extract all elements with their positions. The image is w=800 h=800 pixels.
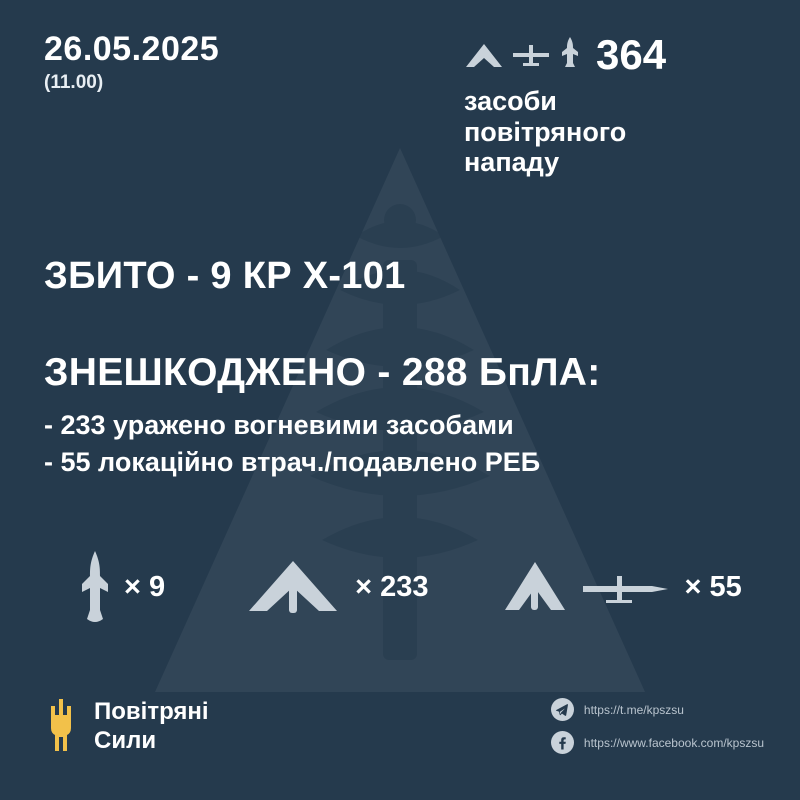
- header: [44, 32, 764, 212]
- drone-delta-icon: [511, 43, 553, 74]
- tally-count-recon: × 55: [684, 571, 742, 603]
- tally-item-missiles: [80, 551, 165, 625]
- brand-name-line2: Сили: [94, 727, 157, 755]
- cruise-missile-icon: [560, 37, 580, 74]
- brand-name: [94, 698, 209, 756]
- total-icons-group: [464, 37, 580, 74]
- drone-shahed-icon: [464, 43, 504, 74]
- detail-line-1: - 233 уражено вогневими засобами: [44, 409, 514, 440]
- total-label-line1: засоби: [464, 86, 557, 116]
- drone-shahed-icon: [245, 559, 341, 617]
- tally-item-recon: [501, 560, 742, 616]
- telegram-url[interactable]: https://t.me/kpszsu: [583, 702, 684, 717]
- total-attack-means-block: [464, 32, 764, 178]
- detail-line-2: - 55 локаційно втрач./подавлено РЕБ: [44, 447, 541, 478]
- brand-block: [44, 698, 209, 756]
- shot-down-line: ЗБИТО - 9 КР Х-101: [44, 255, 406, 297]
- neutralized-line: ЗНЕШКОДЖЕНО - 288 БпЛА:: [44, 350, 601, 394]
- facebook-icon[interactable]: [551, 731, 574, 754]
- tally-count-shahed: × 233: [355, 571, 429, 603]
- drone-shahed-plus-uav-icon: [501, 560, 671, 616]
- total-label-line2: повітряного: [464, 116, 627, 147]
- cruise-missile-icon: [80, 551, 110, 625]
- social-row-telegram[interactable]: [551, 698, 764, 721]
- socials-block: [551, 698, 764, 754]
- report-time: (11.00): [44, 72, 104, 93]
- telegram-icon[interactable]: [551, 698, 574, 721]
- tally-item-shahed: [245, 559, 428, 617]
- total-count: 364: [596, 31, 667, 78]
- tally-count-missiles: × 9: [124, 571, 166, 603]
- social-row-facebook[interactable]: [551, 731, 764, 754]
- total-label: [464, 86, 764, 178]
- main-stats: [44, 255, 760, 481]
- facebook-url[interactable]: https://www.facebook.com/kpszsu: [583, 735, 764, 750]
- tally-row: [80, 535, 760, 640]
- total-label-line3: нападу: [464, 147, 560, 177]
- brand-name-line1: Повітряні: [94, 698, 209, 726]
- trident-icon: [44, 699, 78, 756]
- footer: [44, 686, 764, 756]
- report-date: 26.05.2025: [44, 30, 220, 68]
